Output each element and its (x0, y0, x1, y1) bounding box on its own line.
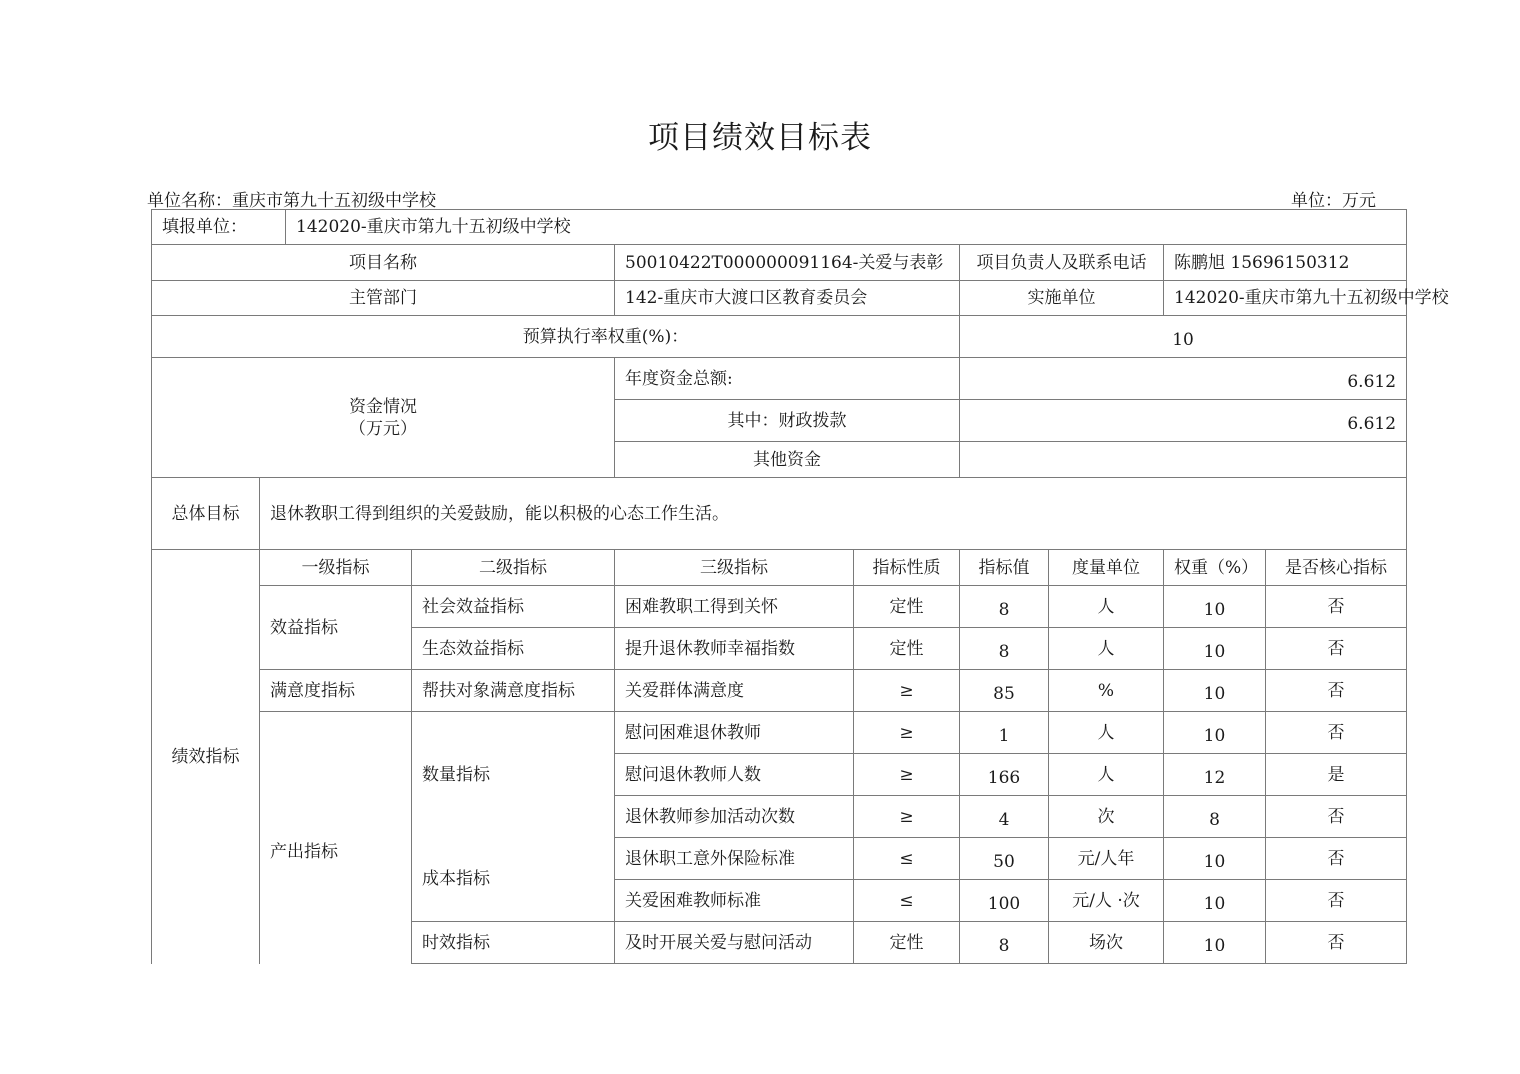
dept-value: 142-重庆市大渡口区教育委员会 (615, 281, 960, 316)
funds-total-label: 年度资金总额: (615, 358, 960, 400)
nature-cell: ≥ (854, 796, 960, 838)
dept-label: 主管部门 (152, 281, 615, 316)
currency-unit: 单位：万元 (1291, 191, 1376, 211)
funds-total-row (152, 358, 1407, 400)
core-cell: 否 (1266, 628, 1407, 670)
level1-benefit: 效益指标 (260, 586, 412, 670)
value-cell: 1 (960, 712, 1049, 754)
value-cell: 50 (960, 838, 1049, 880)
unit-cell: 次 (1049, 796, 1164, 838)
level3-cell: 关爱群体满意度 (615, 670, 854, 712)
budget-label: 预算执行率权重(%)： (152, 316, 960, 358)
fill-unit-label: 填报单位： (152, 210, 286, 245)
header-nature: 指标性质 (854, 550, 960, 586)
weight-cell: 10 (1164, 922, 1266, 964)
core-cell: 否 (1266, 670, 1407, 712)
header-value: 指标值 (960, 550, 1049, 586)
weight-cell: 10 (1164, 880, 1266, 922)
weight-cell: 10 (1164, 628, 1266, 670)
nature-cell: 定性 (854, 922, 960, 964)
weight-cell: 10 (1164, 670, 1266, 712)
funds-label-line1: 资金情况 (349, 396, 417, 417)
table-row (152, 586, 1407, 628)
unit-cell: 人 (1049, 586, 1164, 628)
level3-cell: 慰问退休教师人数 (615, 754, 854, 796)
level1-output: 产出指标 (260, 712, 412, 964)
level3-cell: 慰问困难退休教师 (615, 712, 854, 754)
core-cell: 否 (1266, 880, 1407, 922)
value-cell: 8 (960, 922, 1049, 964)
weight-cell: 10 (1164, 838, 1266, 880)
nature-cell: ≥ (854, 754, 960, 796)
nature-cell: ≤ (854, 838, 960, 880)
project-name-label: 项目名称 (152, 245, 615, 281)
funds-other-label: 其他资金 (615, 442, 960, 478)
nature-cell: 定性 (854, 628, 960, 670)
core-cell: 是 (1266, 754, 1407, 796)
weight-cell: 10 (1164, 712, 1266, 754)
goal-row (152, 478, 1407, 550)
weight-cell: 12 (1164, 754, 1266, 796)
header-unit: 度量单位 (1049, 550, 1164, 586)
funds-label-line2: （万元） (349, 418, 417, 439)
unit-cell: 元/人年 (1049, 838, 1164, 880)
level2-social: 社会效益指标 (412, 586, 615, 628)
fill-unit-value: 142020-重庆市第九十五初级中学校 (286, 210, 1407, 245)
header-weight: 权重（%） (1164, 550, 1266, 586)
funds-other-value (960, 442, 1407, 478)
indicator-header-row (152, 550, 1407, 586)
performance-table (151, 209, 1449, 964)
indicator-section-label: 绩效指标 (152, 550, 260, 964)
project-name-row (152, 245, 1407, 281)
funds-label (152, 358, 615, 478)
nature-cell: 定性 (854, 586, 960, 628)
goal-label: 总体目标 (152, 478, 260, 550)
core-cell: 否 (1266, 922, 1407, 964)
core-cell: 否 (1266, 796, 1407, 838)
level2-cost: 成本指标 (412, 838, 615, 922)
level2-timeliness: 时效指标 (412, 922, 615, 964)
project-leader-value: 陈鹏旭 15696150312 (1164, 245, 1407, 281)
unit-cell: 人 (1049, 628, 1164, 670)
page-title: 项目绩效目标表 (648, 120, 872, 156)
nature-cell: ≤ (854, 880, 960, 922)
project-name-value: 50010422T000000091164-关爱与表彰 (615, 245, 960, 281)
nature-cell: ≥ (854, 670, 960, 712)
project-leader-label: 项目负责人及联系电话 (960, 245, 1164, 281)
value-cell: 100 (960, 880, 1049, 922)
unit-cell: 人 (1049, 754, 1164, 796)
impl-value: 142020-重庆市第九十五初级中学校 (1164, 281, 1407, 316)
dept-row (152, 281, 1407, 316)
value-cell: 85 (960, 670, 1049, 712)
core-cell: 否 (1266, 712, 1407, 754)
header-core: 是否核心指标 (1266, 550, 1407, 586)
unit-cell: 人 (1049, 712, 1164, 754)
table-row (152, 670, 1407, 712)
level3-cell: 困难教职工得到关怀 (615, 586, 854, 628)
budget-row (152, 316, 1407, 358)
level2-aid-satisfaction: 帮扶对象满意度指标 (412, 670, 615, 712)
value-cell: 8 (960, 586, 1049, 628)
value-cell: 166 (960, 754, 1049, 796)
header-level3: 三级指标 (615, 550, 854, 586)
weight-cell: 8 (1164, 796, 1266, 838)
impl-label: 实施单位 (960, 281, 1164, 316)
level1-satisfaction: 满意度指标 (260, 670, 412, 712)
level3-cell: 关爱困难教师标准 (615, 880, 854, 922)
level3-cell: 退休职工意外保险标准 (615, 838, 854, 880)
fill-unit-row (152, 210, 1407, 245)
budget-value: 10 (960, 316, 1407, 358)
level3-cell: 退休教师参加活动次数 (615, 796, 854, 838)
funds-total-value: 6.612 (960, 358, 1407, 400)
unit-cell: 场次 (1049, 922, 1164, 964)
level3-cell: 及时开展关爱与慰问活动 (615, 922, 854, 964)
header-level1: 一级指标 (260, 550, 412, 586)
core-cell: 否 (1266, 586, 1407, 628)
table-row (152, 712, 1407, 754)
level2-quantity: 数量指标 (412, 712, 615, 838)
value-cell: 4 (960, 796, 1049, 838)
unit-cell: 元/人 ·次 (1049, 880, 1164, 922)
level2-eco: 生态效益指标 (412, 628, 615, 670)
weight-cell: 10 (1164, 586, 1266, 628)
funds-fiscal-label: 其中：财政拨款 (615, 400, 960, 442)
value-cell: 8 (960, 628, 1049, 670)
header-level2: 二级指标 (412, 550, 615, 586)
unit-cell: % (1049, 670, 1164, 712)
goal-text: 退休教职工得到组织的关爱鼓励，能以积极的心态工作生活。 (260, 478, 1407, 550)
level3-cell: 提升退休教师幸福指数 (615, 628, 854, 670)
unit-name: 单位名称：重庆市第九十五初级中学校 (147, 191, 436, 211)
core-cell: 否 (1266, 838, 1407, 880)
nature-cell: ≥ (854, 712, 960, 754)
funds-fiscal-value: 6.612 (960, 400, 1407, 442)
